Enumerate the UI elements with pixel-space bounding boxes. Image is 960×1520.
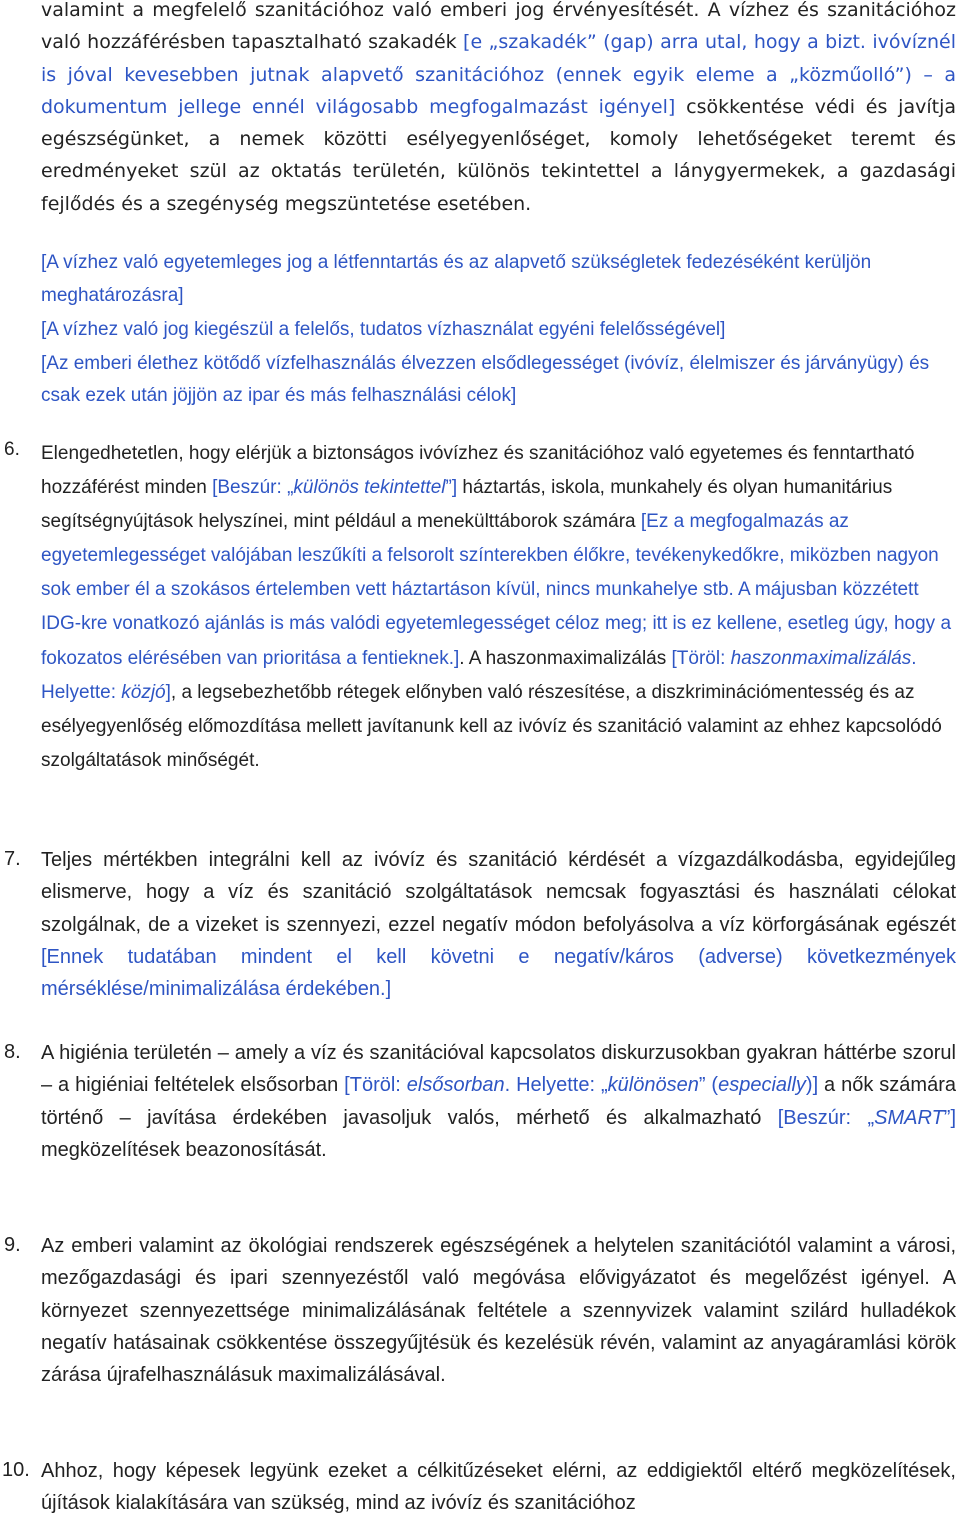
item-number: 6. (4, 439, 20, 460)
item-6-text-c: háztartás, iskola, munkahely és olyan humanitárius segítségnyújtások helyszínei, mint például a menekülttáborok számára (41, 477, 893, 533)
delete-open: [Töröl: (344, 1074, 407, 1097)
intro-text-2: csökkentése védi és javítja egészségünket, a nemek közötti esélyegyenlőséget, komoly lehetőségeket teremt és eredményeket szül az oktatás területén, különös tekintettel a lánygyermekek, a gazdasági fejlődés és a szegénység megszüntetése esetében. (41, 95, 956, 215)
insert-phrase: SMART (874, 1106, 944, 1129)
delete-open: [Töröl: (671, 647, 731, 669)
intro-text-1: valamint a megfelelő szanitációhoz való emberi jog érvényesítését. A vízhez és szanitációhoz való hozzáférésben tapasztalható szakadék (41, 0, 956, 54)
note-1: [A vízhez való egyetemleges jog a létfenntartás és az alapvető szükségletek fedezéséként kerüljön meghatározásra] (41, 252, 872, 306)
item-8-text-a: A higiénia területén – amely a víz és szanitációval kapcsolatos diskurzusokban gyakran háttérbe szorul – a higiéniai feltételek elsősorban (41, 1042, 956, 1097)
deleted-phrase: elsősorban (406, 1074, 505, 1097)
item-number: 8. (4, 1041, 21, 1063)
item-text (41, 437, 956, 778)
insert-close: ”] (445, 477, 458, 499)
replace-label: . Helyette: „ (504, 1074, 608, 1097)
item-text (41, 844, 956, 1005)
intro-comment: [e „szakadék” (gap) arra utal, hogy a bizt. ivóvíznél is jóval kevesebben jutnak alapvető szanitációhoz (ennek egyik eleme a „közműolló”) – a dokumentum jellege ennél világosabb megfogalmazást igényel] (41, 31, 956, 118)
bracket-notes (41, 247, 956, 414)
item-8-text-e: megközelítések beazonosítását. (41, 1138, 327, 1161)
delete-close: )] (805, 1074, 819, 1097)
item-6-text-e: . A haszonmaximalizálás (459, 647, 672, 669)
item-number: 10. (2, 1459, 30, 1481)
deleted-phrase: haszonmaximalizálás (730, 647, 912, 669)
item-number: 7. (4, 848, 21, 870)
replacement-phrase: közjó (121, 681, 166, 703)
delete-close: ] (165, 681, 171, 703)
replace-label: . Helyette: (41, 647, 917, 703)
paren-open: ” ( (698, 1074, 719, 1097)
item-7-comment: [Ennek tudatában mindent el kell követni e negatív/káros (adverse) következmények mérséklése/minimalizálása érdekében.] (41, 945, 956, 1001)
intro-paragraph (41, 0, 956, 220)
item-text (41, 1037, 956, 1166)
insert-close: ”] (943, 1106, 957, 1129)
delete-comment (344, 1074, 818, 1096)
insert-comment (778, 1107, 956, 1129)
item-8-text-c: a nők számára történő – javítása érdekében javasoljuk valós, mérhető és alkalmazható (41, 1074, 956, 1129)
item-6-text-g: , a legsebezhetőbb rétegek előnyben való részesítése, a diszkriminációmentesség és az esélyegyenlőség előmozdítása mellett javítanunk kell az ivóvíz és szanitáció valamint az ehhez kapcsolódó szolgáltatások minőségét. (41, 681, 942, 771)
insert-comment (212, 477, 457, 498)
note-2: [A vízhez való jog kiegészül a felelős, tudatos vízhasználat egyéni felelősségével] (41, 318, 726, 340)
insert-open: [Beszúr: „ (777, 1106, 875, 1129)
item-number: 9. (4, 1234, 21, 1256)
insert-open: [Beszúr: „ (212, 477, 294, 499)
english-phrase: especially (718, 1074, 806, 1097)
item-6-text-a: Elengedhetetlen, hogy elérjük a biztonságos ivóvízhez és szanitációhoz való egyetemes és fenntartható hozzáférést minden (41, 443, 915, 499)
insert-phrase: különös tekintettel (293, 477, 446, 499)
item-text: Ahhoz, hogy képesek legyünk ezeket a célkitűzéseket elérni, az eddigiektől eltérő megközelítések, újítások kialakítására van szükség, mind az ivóvíz és szanitációhoz (41, 1460, 956, 1515)
item-text: Az emberi valamint az ökológiai rendszerek egészségének a helytelen szanitációtól valamint a városi, mezőgazdasági és ipari szennyezéstől való megóvása elővigyázatot és megelőzést igényel. A környezet szennyezettsége minimalizálásának feltétele a szennyvizek valamint szilárd hulladékok negatív hatásainak csökkentése összegyűjtésük és kezelésük révén, valamint az anyagáramlási körök zárása újrafelhasználásuk maximalizálásával. (41, 1235, 956, 1387)
replacement-phrase: különösen (607, 1074, 699, 1097)
item-7-text-a: Teljes mértékben integrálni kell az ivóvíz és szanitáció kérdését a vízgazdálkodásba, egyidejűleg elismerve, hogy a víz és szanitáció szolgáltatások nemcsak fogyasztási és használati célokat szolgálnak, de a vizeket is szennyezi, ezzel negatív módon befolyásolva a víz körforgásának egészét (41, 849, 956, 936)
note-3: [Az emberi élethez kötődő vízfelhasználás élvezzen elsődlegességet (ivóvíz, élelmiszer és járványügy) és csak ezek után jöjjön az ipar és más felhasználási célok] (41, 352, 930, 407)
item-6-comment: [Ez a megfogalmazás az egyetemlegességet valójában leszűkíti a felsorolt színterekben élőkre, tevékenykedőkre, miközben nagyon sok ember él a szokásos értelemben vett háztartáson kívül, nincs munkahelye stb. A májusban közzétett IDG-kre vonatkozó ajánlás is más valódi egyetemlegességet céloz meg; itt is ez kellene, esetleg úgy, hogy a fokozatos elérésében van prioritása a fentieknek.] (41, 511, 952, 669)
